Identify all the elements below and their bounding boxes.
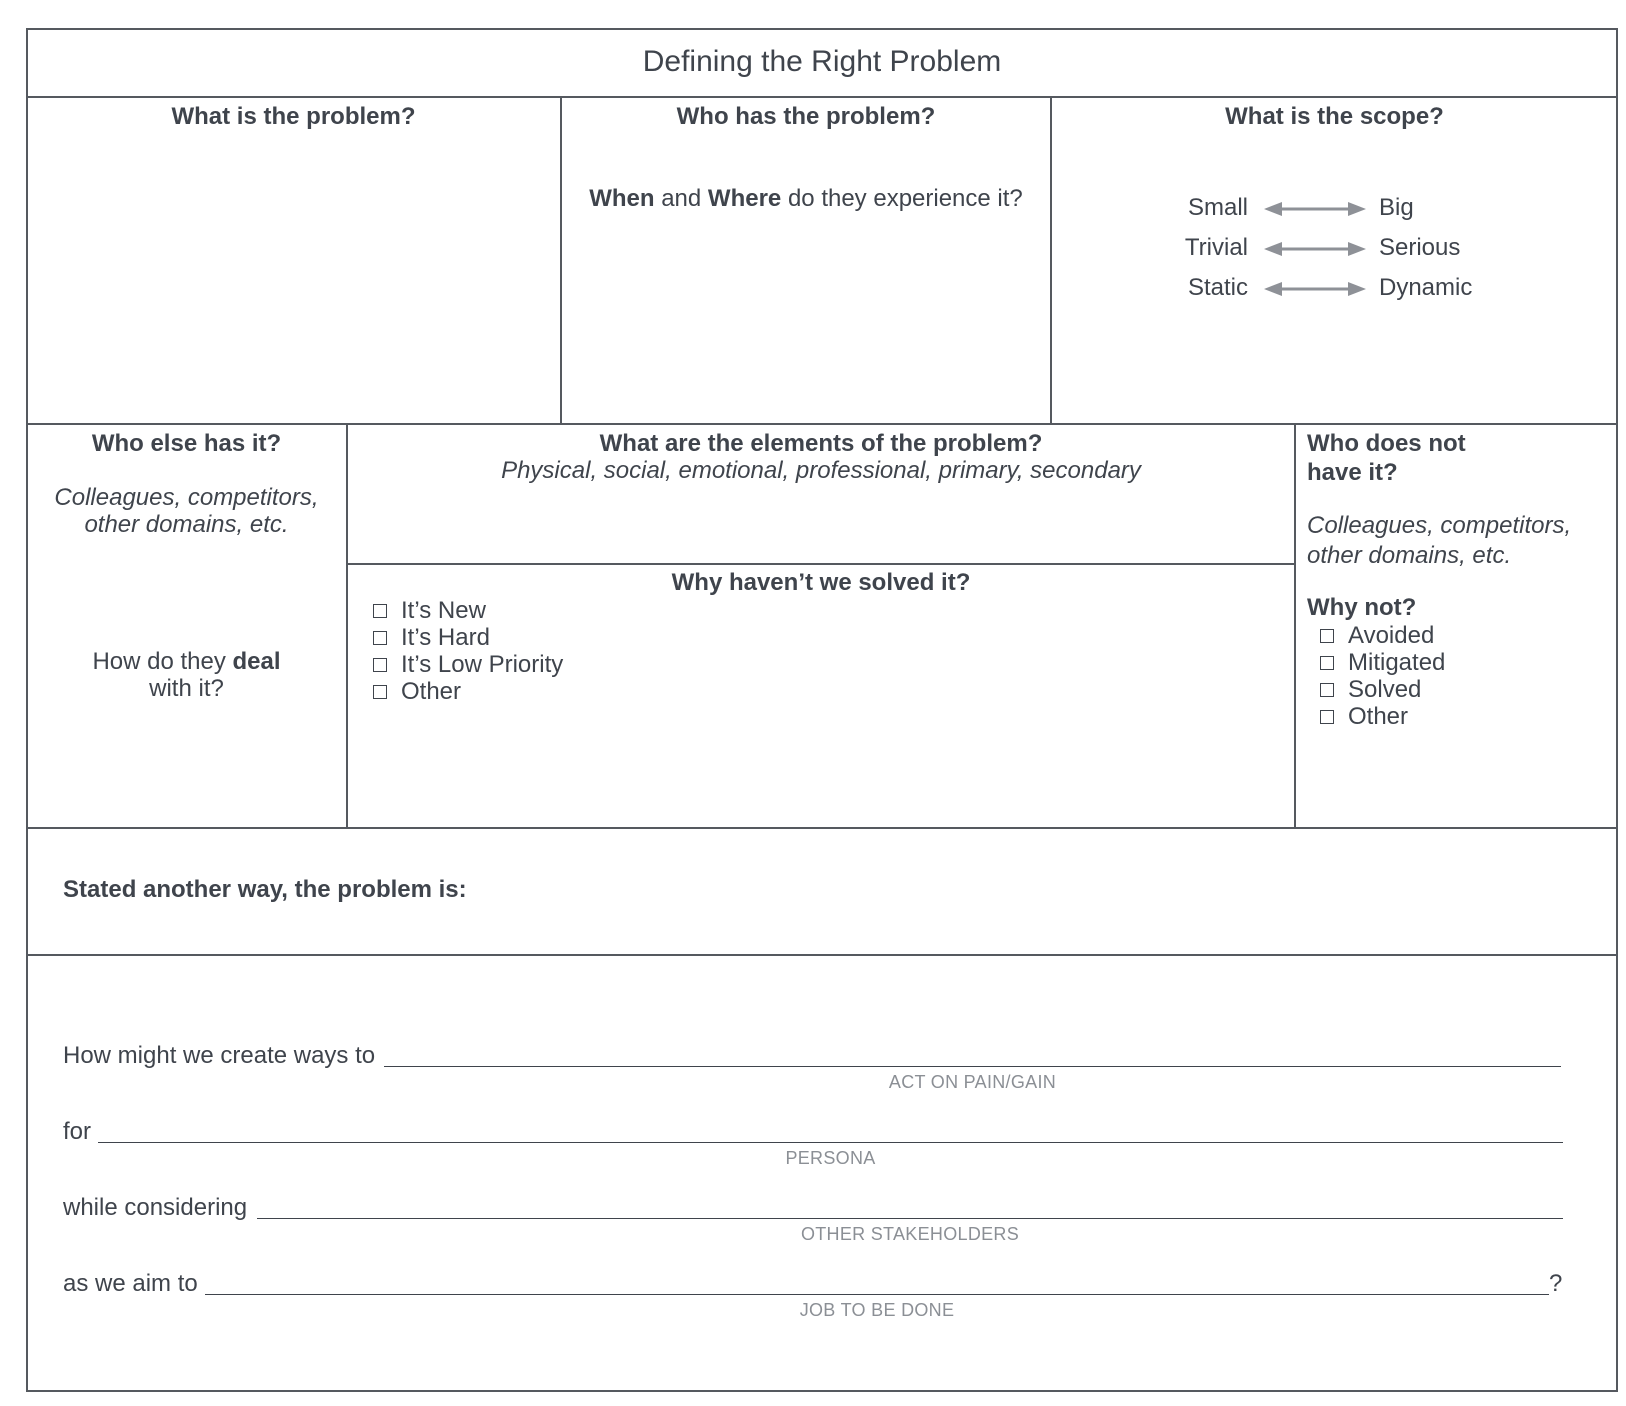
option-other[interactable]	[373, 678, 563, 705]
deal-question-1	[26, 648, 347, 676]
hmw-prefix-1: How might we create ways to	[63, 1042, 376, 1069]
why-not-solved-heading: Why haven’t we solved it?	[671, 569, 971, 596]
who-not-heading-1: Who does not	[1307, 430, 1466, 457]
other-stakeholders-field[interactable]	[257, 1218, 1563, 1219]
divider-row2	[26, 827, 1618, 829]
divider-col-1	[560, 96, 562, 424]
other-stakeholders-caption: OTHER STAKEHOLDERS	[800, 1224, 1020, 1244]
checkbox[interactable]	[373, 631, 387, 645]
job-to-be-done-caption: JOB TO BE DONE	[799, 1300, 955, 1320]
what-problem-area[interactable]	[30, 140, 556, 418]
checkbox[interactable]	[1320, 683, 1334, 697]
stated-label: Stated another way, the problem is:	[63, 876, 467, 903]
option-solved[interactable]	[1320, 676, 1445, 703]
scope-dynamic: Dynamic	[1379, 274, 1473, 301]
who-else-hint-2: other domains, etc.	[84, 511, 289, 538]
option-avoided[interactable]	[1320, 622, 1445, 649]
checkbox[interactable]	[1320, 656, 1334, 670]
divider-row1	[26, 423, 1618, 425]
double-arrow-icon	[1264, 199, 1366, 219]
hmw-prefix-4: as we aim to	[63, 1270, 198, 1297]
act-on-pain-gain-field[interactable]	[384, 1066, 1561, 1067]
option-label: It’s Hard	[401, 624, 490, 651]
option-label: Mitigated	[1348, 649, 1446, 676]
hmw-prefix-3: while considering	[63, 1194, 248, 1221]
deal-bold: deal	[232, 648, 281, 675]
divider-elements	[347, 563, 1296, 565]
job-to-be-done-field[interactable]	[205, 1294, 1549, 1295]
elements-area[interactable]	[352, 490, 1290, 558]
checkbox[interactable]	[373, 658, 387, 672]
divider-title	[26, 96, 1618, 98]
scope-small: Small	[1187, 194, 1248, 221]
option-label: Other	[1348, 703, 1409, 730]
who-not-heading-2: have it?	[1307, 459, 1398, 486]
scope-big: Big	[1379, 194, 1414, 221]
option-other[interactable]	[1320, 703, 1445, 730]
who-else-heading: Who else has it?	[91, 430, 282, 457]
who-not-hint-2: other domains, etc.	[1307, 542, 1512, 569]
persona-field[interactable]	[98, 1142, 1563, 1143]
double-arrow-icon	[1264, 279, 1366, 299]
page-title: Defining the Right Problem	[642, 45, 1002, 78]
checkbox[interactable]	[1320, 629, 1334, 643]
why-not-options	[1320, 622, 1445, 730]
divider-col-2	[1050, 96, 1052, 424]
option-hard[interactable]	[373, 624, 563, 651]
option-label: Avoided	[1348, 622, 1435, 649]
question-mark: ?	[1549, 1270, 1563, 1297]
option-label: It’s New	[401, 597, 486, 624]
checkbox[interactable]	[373, 604, 387, 618]
option-low-priority[interactable]	[373, 651, 563, 678]
why-not-heading: Why not?	[1307, 594, 1417, 621]
option-label: Other	[401, 678, 462, 705]
deal-question-2: with it?	[149, 675, 224, 702]
elements-heading: What are the elements of the problem?	[599, 430, 1043, 457]
scope-heading: What is the scope?	[1225, 103, 1444, 130]
hmw-prefix-2: for	[63, 1118, 92, 1145]
act-on-pain-gain-caption: ACT ON PAIN/GAIN	[888, 1072, 1057, 1092]
when-where-question	[561, 185, 1051, 213]
experience-label: do they experience it?	[781, 185, 1023, 212]
option-mitigated[interactable]	[1320, 649, 1445, 676]
stated-area[interactable]	[560, 840, 1600, 940]
divider-stated	[26, 954, 1618, 956]
scope-static: Static	[1187, 274, 1248, 301]
and-label: and	[654, 185, 708, 212]
scope-trivial: Trivial	[1184, 234, 1248, 261]
who-else-hint-1: Colleagues, competitors,	[54, 484, 319, 511]
checkbox[interactable]	[1320, 710, 1334, 724]
who-has-area[interactable]	[566, 220, 1046, 418]
option-new[interactable]	[373, 597, 563, 624]
who-has-heading: Who has the problem?	[676, 103, 936, 130]
double-arrow-icon	[1264, 239, 1366, 259]
when-label: When	[589, 185, 655, 212]
who-not-hint-1: Colleagues, competitors,	[1307, 512, 1572, 539]
persona-caption: PERSONA	[785, 1148, 876, 1168]
option-label: Solved	[1348, 676, 1422, 703]
deal-prefix: How do they	[92, 648, 233, 675]
what-problem-heading: What is the problem?	[171, 103, 416, 130]
where-label: Where	[707, 185, 782, 212]
checkbox[interactable]	[373, 685, 387, 699]
why-not-solved-options	[373, 597, 563, 705]
scope-serious: Serious	[1379, 234, 1461, 261]
elements-hint: Physical, social, emotional, professional, primary, secondary	[501, 457, 1141, 484]
option-label: It’s Low Priority	[401, 651, 564, 678]
